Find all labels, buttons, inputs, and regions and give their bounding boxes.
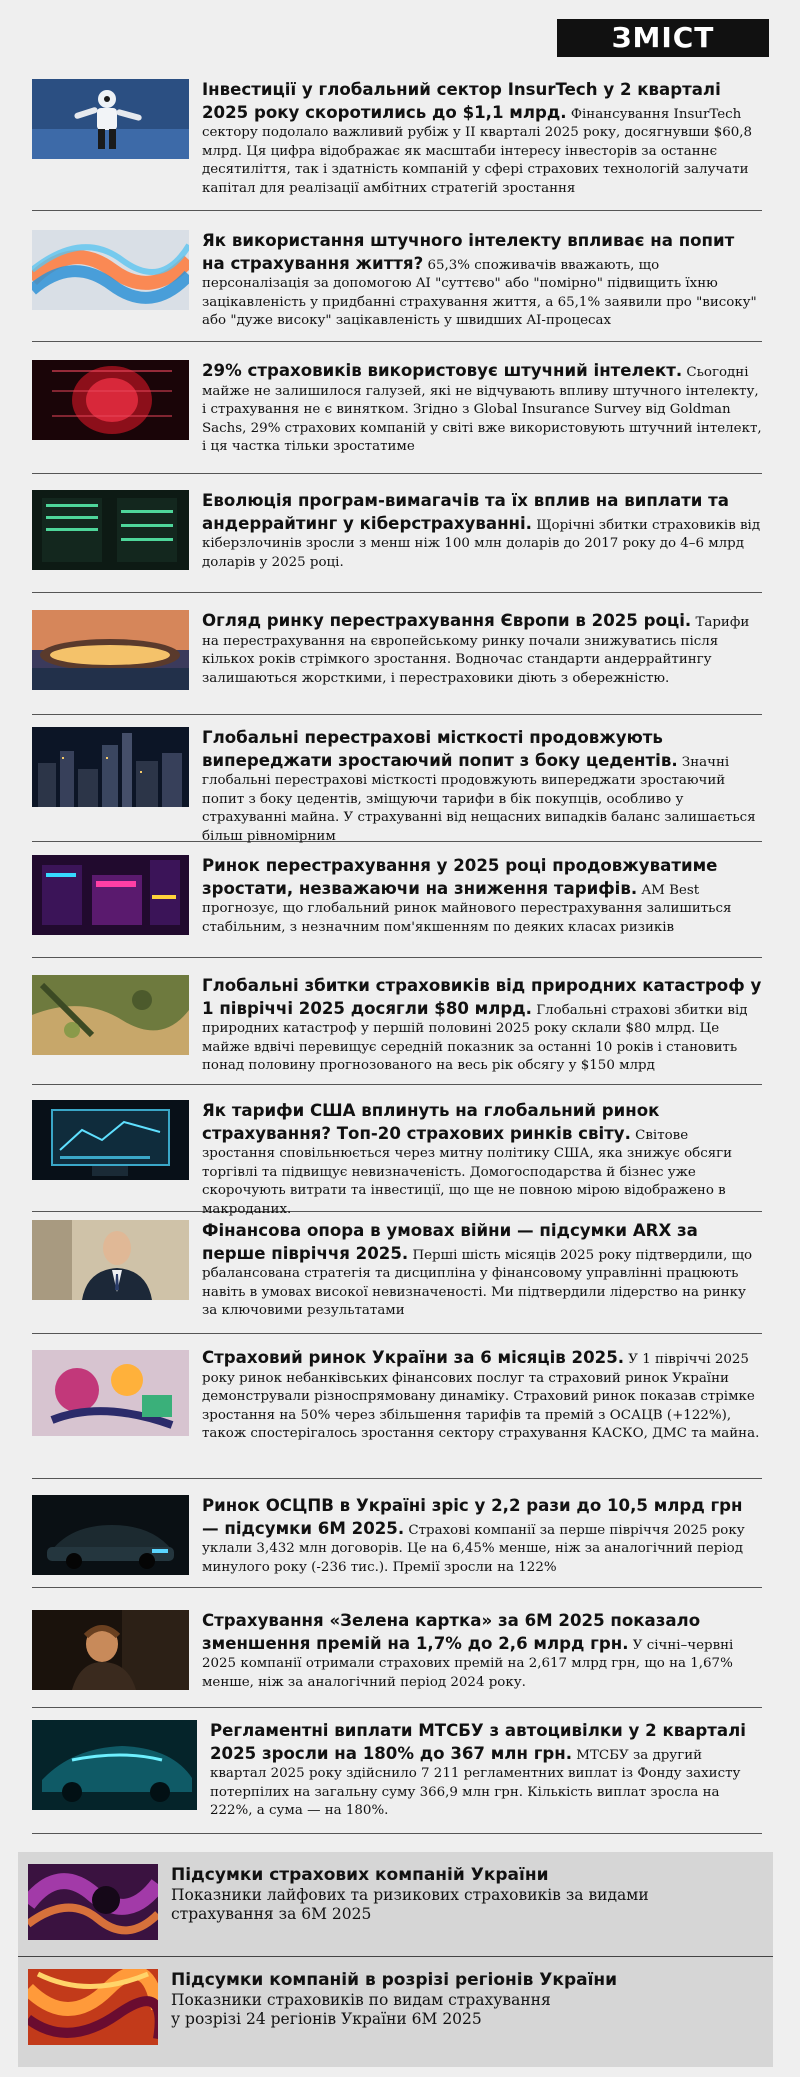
article-natcat-losses[interactable]	[32, 975, 762, 1085]
article-ransomware-cyber[interactable]	[32, 490, 762, 593]
portrait-image	[32, 1220, 189, 1300]
arena-image	[32, 610, 189, 690]
article-summary: Значні глобальні перестрахові місткості продовжують випереджати зростаючий попит з боку цедентів, зміщуючи тарифи в бік покупців, особливо у страхуванні майна. У страхуванні від нещасних випадків баланс залишається більш рівномірним	[202, 754, 756, 844]
neon-city-image	[32, 855, 189, 935]
article-summary: У січні–червні 2025 компанії отримали страхових премій на 2,617 млрд грн, що на 1,67% менше, ніж за аналогічний період 2024 року.	[202, 1637, 734, 1690]
servers-image	[32, 490, 189, 570]
article-summary: Фінансування InsurTech сектору подолало важливий рубіж у II кварталі 2025 року, досягнувши $60,8 млрд. Ця цифра відображає як масштаби інтересу інвесторів за останнє десятиліття, так і здатність компаній у сфері страхових технологій залучати капітал для реалізації амбітних стратегій зростання	[202, 106, 753, 196]
article-summary: Світове зростання сповільнюється через митну політику США, яка знижує обсяги торгівлі та підвищує невизначеність. Домогосподарства й бізнес уже скорочують витрати та інвестиції, що ще не повною мірою відображено в макроданих.	[202, 1127, 733, 1217]
article-ukraine-market-6m[interactable]	[32, 1347, 762, 1479]
article-ai-life-insurance[interactable]	[32, 230, 762, 342]
article-summary: Щорічні збитки страховиків від кіберзлочинів зросли з менш ніж 100 млн доларів до 2017 року до 4–6 млрд доларів у 2025 році.	[202, 517, 761, 570]
article-title[interactable]: Ринок ОСЦПВ в Україні зріс у 2,2 рази до 10,5 млрд грн — підсумки 6М 2025.	[202, 1496, 743, 1538]
article-title[interactable]: Ринок перестрахування у 2025 році продовжуватиме зростати, незважаючи на зниження тарифів.	[202, 856, 718, 898]
article-title[interactable]: Регламентні виплати МТСБУ з автоцивілки у 2 кварталі 2025 зросли на 180% до 367 млн грн.	[210, 1721, 746, 1763]
article-summary: Тарифи на перестрахування на європейському ринку почали знижуватись після кількох років стрімкого зростання. Водночас стандарти андеррайтингу залишаються жорсткими, і перестраховики діють з обережністю.	[202, 615, 750, 686]
article-text	[202, 1610, 762, 1692]
article-green-card[interactable]	[32, 1610, 762, 1708]
article-text	[202, 230, 762, 331]
summary-text	[171, 1970, 765, 2029]
article-osago-market[interactable]	[32, 1495, 762, 1588]
article-title[interactable]: Як тарифи США вплинуть на глобальний ринок страхування? Топ-20 страхових ринків світу.	[202, 1101, 660, 1143]
summary-description: Показники лайфових та ризикових страховиків за видами	[171, 1886, 649, 1904]
article-text	[210, 1720, 762, 1821]
summary-title[interactable]: Підсумки страхових компаній України	[171, 1865, 549, 1885]
article-text	[202, 1495, 762, 1577]
article-summary: У 1 півріччі 2025 року ринок небанківських фінансових послуг та страховий ринок України демонстрували різноспрямовану динаміку. Страховий ринок показав стрімке зростання на 50% через збільшення тарифів та премій з ОСАЦВ (+122%), також спостерігалось зростання сектору страхування КАСКО, ДМС та майна.	[202, 1352, 760, 1441]
summary-regions-ukraine[interactable]	[18, 1957, 773, 2067]
article-europe-reinsurance[interactable]	[32, 610, 762, 715]
article-summary: 65,3% споживачів вважають, що персоналізація за допомогою AI "суттєво" або "помірно" підвищить їхню зацікавленість у придбанні страхування життя, а 65,1% заявили про "високу" або "дуже високу" зацікавленість у швидших AI-процесах	[202, 257, 757, 328]
article-text	[202, 360, 762, 457]
abstract-art-image	[32, 1350, 189, 1436]
article-text	[202, 855, 762, 937]
article-arx-results[interactable]	[32, 1220, 762, 1334]
article-text	[202, 1220, 762, 1321]
driver-image	[32, 1610, 189, 1690]
article-title[interactable]: Страхування «Зелена картка» за 6М 2025 показало зменшення премій на 1,7% до 2,6 млрд грн.	[202, 1611, 701, 1653]
fiber-optics-image	[32, 230, 189, 310]
article-title[interactable]: Фінансова опора в умовах війни — підсумки ARX за перше півріччя 2025.	[202, 1221, 698, 1263]
article-reinsurance-growth[interactable]	[32, 855, 762, 958]
article-reinsurance-capacity[interactable]	[32, 727, 762, 842]
article-us-tariffs[interactable]	[32, 1100, 762, 1217]
summary-text	[171, 1865, 765, 1924]
purple-swirl-image	[28, 1864, 158, 1940]
aerial-image	[32, 975, 189, 1055]
article-title[interactable]: 29% страховиків використовує штучний інтелект.	[202, 361, 683, 380]
article-text	[202, 727, 762, 846]
summary-insurers-ukraine[interactable]	[18, 1852, 773, 1957]
article-title[interactable]: Глобальні збитки страховиків від природних катастроф у 1 півріччі 2025 досягли $80 млрд.	[202, 976, 762, 1018]
article-insurtech-investments[interactable]	[32, 79, 762, 211]
article-title[interactable]: Як використання штучного інтелекту впливає на попит на страхування життя?	[202, 231, 735, 273]
summary-description: страхування за 6М 2025	[171, 1905, 372, 1923]
dark-car-image	[32, 1495, 189, 1575]
article-summary: AM Best прогнозує, що глобальний ринок майнового перестрахування залишиться стабільним, з незначним пом'якшенням по деяких класах ризиків	[202, 882, 732, 935]
article-text	[202, 79, 762, 198]
article-text	[202, 1347, 762, 1444]
article-title[interactable]: Інвестиції у глобальний сектор InsurTech у 2 кварталі 2025 року скоротились до $1,1 млрд.	[202, 80, 721, 122]
summary-title[interactable]: Підсумки компаній в розрізі регіонів України	[171, 1970, 618, 1990]
article-summary: МТСБУ за другий квартал 2025 року здійснило 7 211 регламентних виплат із Фонду захисту потерпілих на загальну суму 366,9 млн грн. Кількість виплат зросла на 222%, а сума — на 180%.	[210, 1747, 741, 1818]
article-text	[202, 1100, 762, 1219]
article-summary: Сьогодні майже не залишилося галузей, які не відчувають впливу штучного інтелекту, і страхування не є винятком. Згідно з Global Insurance Survey від Goldman Sachs, 29% страхових компаній у світі вже використовують штучний інтелект, і ця частка тільки зростатиме	[202, 365, 762, 454]
monitor-image	[32, 1100, 189, 1180]
summary-description: Показники страховиків по видам страхування	[171, 1991, 551, 2009]
red-face-image	[32, 360, 189, 440]
article-summary: Глобальні страхові збитки від природних катастроф у першій половині 2025 року склали $80 млрд. Це майже вдвічі перевищує середній показник за останні 10 років і становить понад половину прогнозованого на весь рік обсягу у $150 млрд	[202, 1002, 748, 1073]
article-summary: Перші шість місяців 2025 року підтвердили, що рбалансована стратегія та дисципліна у фінансовому управлінні працюють навіть в умовах високої невизначеності. Ми підтвердили лідерство на ринку за ключовими результатами	[202, 1247, 753, 1318]
robot-image	[32, 79, 189, 159]
article-summary: Страхові компанії за перше півріччя 2025 року уклали 3,432 млн договорів. Це на 6,45% менше, ніж за аналогічний період минулого року (-236 тис.). Премії зросли на 122%	[202, 1522, 745, 1575]
article-text	[202, 610, 762, 688]
contents-banner: ЗМІСТ	[557, 19, 769, 57]
article-mtsbu-payments[interactable]	[32, 1720, 762, 1834]
article-title[interactable]: Огляд ринку перестрахування Європи в 2025 році.	[202, 611, 692, 630]
article-title[interactable]: Еволюція програм-вимагачів та їх вплив на виплати та андеррайтинг у кіберстрахуванні.	[202, 491, 729, 533]
article-text	[202, 975, 762, 1076]
skyline-image	[32, 727, 189, 807]
article-ai-adoption[interactable]	[32, 360, 762, 474]
article-text	[202, 490, 762, 572]
article-title[interactable]: Страховий ринок України за 6 місяців 2025.	[202, 1348, 625, 1367]
teal-car-image	[32, 1720, 197, 1810]
summary-description: у розрізі 24 регіонів України 6М 2025	[171, 2010, 482, 2028]
article-title[interactable]: Глобальні перестрахові місткості продовжують випереджати зростаючий попит з боку цедентів.	[202, 728, 678, 770]
orange-swirl-image	[28, 1969, 158, 2045]
